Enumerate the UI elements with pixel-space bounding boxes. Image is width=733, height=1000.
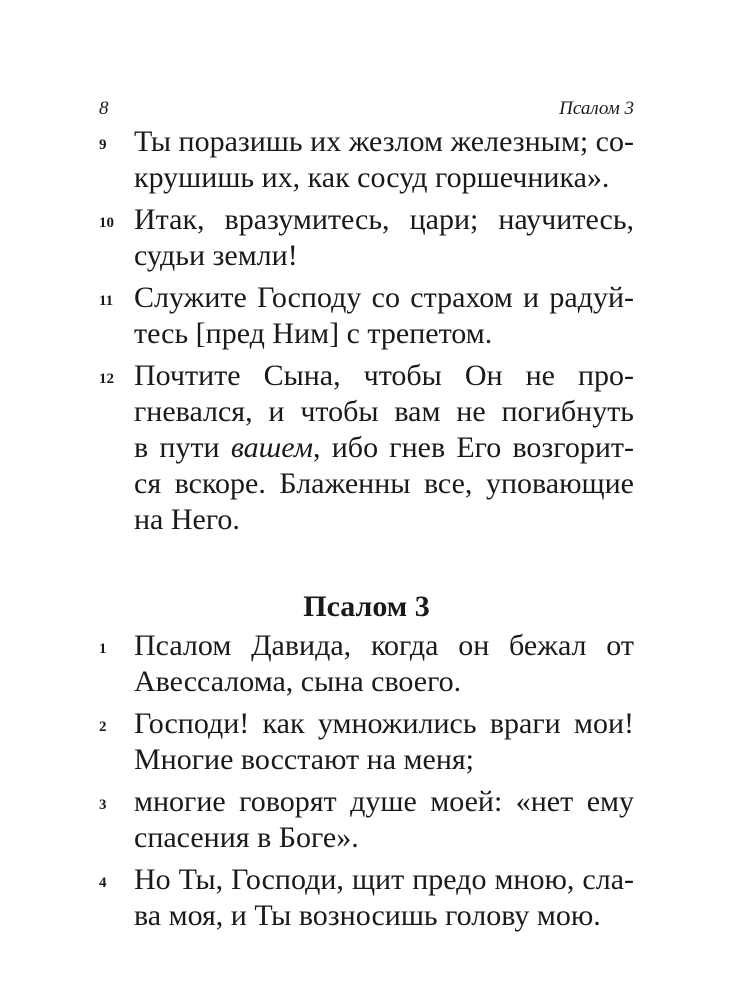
psalm-2-ending [99, 124, 634, 538]
verse-number: 11 [99, 293, 114, 309]
italic-word: вашем [230, 431, 314, 464]
verse-number: 10 [99, 215, 114, 231]
verse-line: Ты поразишь их жезлом железным; со- [134, 125, 634, 158]
verse-line: Авессалома, сына своего. [134, 665, 462, 698]
verse-4 [99, 862, 634, 934]
verse-number: 9 [99, 137, 107, 153]
psalm-3 [99, 628, 634, 934]
verse-text: , ибо гнев Его возгорит- [313, 431, 634, 464]
verse-number: 4 [99, 875, 107, 891]
verse-9 [99, 124, 634, 196]
verse-line: Служите Господу со страхом и радуй- [134, 281, 634, 314]
verse-line: гневался, и чтобы вам не погибнуть [134, 395, 634, 428]
verse-number: 1 [99, 641, 107, 657]
verse-line: тесь [пред Ним] с трепетом. [134, 317, 493, 350]
verse-3 [99, 784, 634, 856]
verse-line: Почтите Сына, чтобы Он не про- [134, 359, 634, 392]
verse-line: ся вскоре. Блаженны все, уповающие [134, 467, 634, 500]
verse-2 [99, 706, 634, 778]
running-header [99, 98, 634, 122]
verse-10 [99, 202, 634, 274]
verse-line: судьи земли! [134, 239, 298, 272]
verse-line: Многие восстают на меня; [134, 743, 475, 776]
verse-line: ва моя, и Ты возносишь голову мою. [134, 899, 601, 932]
verse-11 [99, 280, 634, 352]
verse-line: крушишь их, как сосуд горшечника». [134, 161, 610, 194]
running-title: Псалом 3 [559, 98, 634, 119]
verse-line: Но Ты, Господи, щит предо мною, сла- [134, 863, 634, 896]
verse-line: спасения в Боге». [134, 821, 359, 854]
verse-number: 12 [99, 371, 114, 387]
verse-line: Итак, вразумитесь, цари; научитесь, [134, 203, 634, 236]
verse-number: 2 [99, 719, 107, 735]
verse-line: Псалом Давида, когда он бежал от [134, 629, 634, 662]
verse-line [134, 430, 634, 466]
verse-line: многие говорят душе моей: «нет ему [134, 785, 634, 818]
verse-text: в пути [134, 431, 231, 464]
page-number: 8 [99, 98, 109, 119]
verse-line: на Него. [134, 503, 240, 536]
verse-1 [99, 628, 634, 700]
verse-12 [99, 358, 634, 538]
psalm-heading: Псалом 3 [303, 590, 430, 623]
verse-line: Господи! как умножились враги мои! [134, 707, 634, 740]
verse-number: 3 [99, 797, 107, 813]
